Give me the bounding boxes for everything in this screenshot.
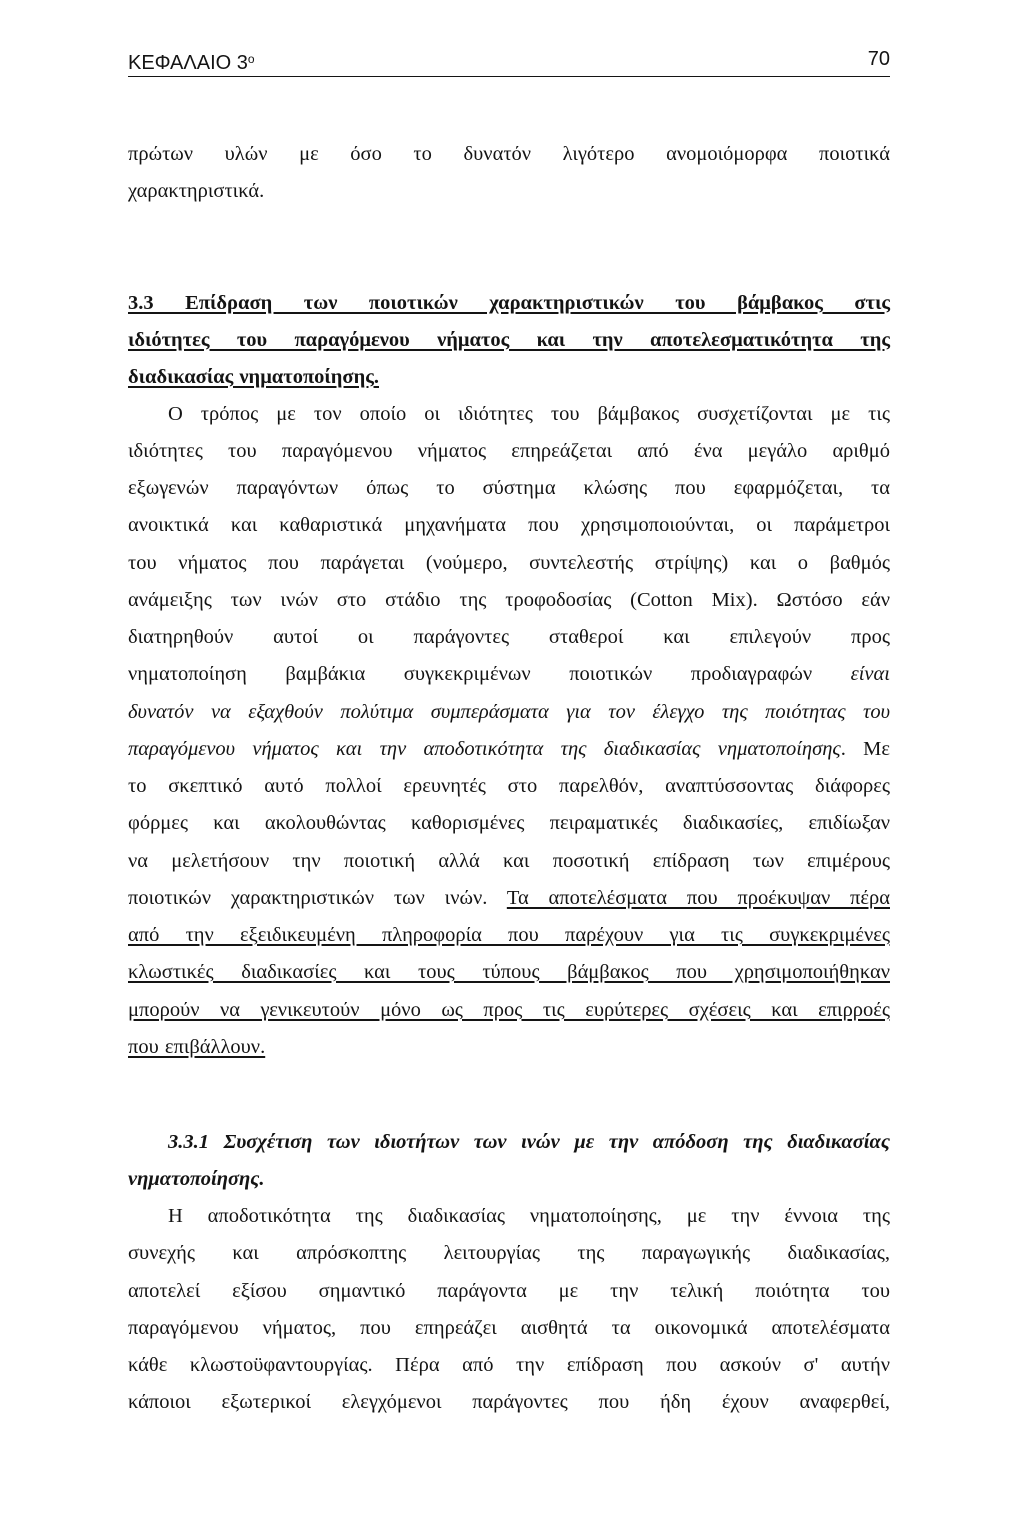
text-line: Η αποδοτικότητα της διαδικασίας νηματοποίησης, με την έννοια της [168,1205,890,1227]
text-line: κάποιοι εξωτερικοί ελεγχόμενοι παράγοντες που ήδη έχουν αναφερθεί, [128,1391,890,1413]
text-line: εξωγενών παραγόντων όπως το σύστημα κλώσης που εφαρμόζεται, τα [128,477,890,499]
text-line: του νήματος που παράγεται (νούμερο, συντελεστής στρίψης) και ο βαθμός [128,552,890,574]
text-line: παραγόμενου νήματος και την αποδοτικότητα της διαδικασίας νηματοποίησης. Με [128,738,890,760]
text-line: ανοικτικά και καθαριστικά μηχανήματα που χρησιμοποιούνται, οι παράμετροι [128,514,890,536]
text-line: δυνατόν να εξαχθούν πολύτιμα συμπεράσματα για τον έλεγχο της ποιότητας του [128,701,890,723]
text-line: διατηρηθούν αυτοί οι παράγοντες σταθεροί και επιλεγούν προς [128,626,890,648]
section-heading: ιδιότητες του παραγόμενου νήματος και την αποτελεσματικότητα της [128,329,890,351]
section-heading: 3.3 Επίδραση των ποιοτικών χαρακτηριστικών του βάμβακος στις [128,292,890,314]
running-header [128,46,890,77]
text-line: πρώτων υλών με όσο το δυνατόν λιγότερο ανομοιόμορφα ποιοτικά [128,143,890,165]
text-line: το σκεπτικό αυτό πολλοί ερευνητές στο παρελθόν, αναπτύσσοντας διάφορες [128,775,890,797]
subsection-heading: νηματοποίησης. [128,1168,265,1190]
section-heading: διαδικασίας νηματοποίησης. [128,366,379,388]
text-line: ποιοτικών χαρακτηριστικών των ινών. Τα αποτελέσματα που προέκυψαν πέρα [128,887,890,909]
text-line: κλωστικές διαδικασίες και τους τύπους βάμβακος που χρησιμοποιήθηκαν [128,961,890,983]
text-line: μπορούν να γενικευτούν μόνο ως προς τις ευρύτερες σχέσεις και επιρροές [128,999,890,1021]
text-line: κάθε κλωστοϋφαντουργίας. Πέρα από την επίδραση που ασκούν σ' αυτήν [128,1354,890,1376]
text-line: φόρμες και ακολουθώντας καθορισμένες πειραματικές διαδικασίες, επιδίωξαν [128,812,890,834]
text-line: να μελετήσουν την ποιοτική αλλά και ποσοτική επίδραση των επιμέρους [128,850,890,872]
text-line: χαρακτηριστικά. [128,180,265,202]
page-number: 70 [867,48,890,70]
text-line: από την εξειδικευμένη πληροφορία που παρέχουν για τις συγκεκριμένες [128,924,890,946]
text-line: νηματοποίηση βαμβάκια συγκεκριμένων ποιοτικών προδιαγραφών είναι [128,663,890,685]
text-line: συνεχής και απρόσκοπτης λειτουργίας της παραγωγικής διαδικασίας, [128,1242,890,1264]
text-line: που επιβάλλουν. [128,1036,266,1058]
subsection-heading: 3.3.1 Συσχέτιση των ιδιοτήτων των ινών με την απόδοση της διαδικασίας [168,1131,890,1153]
text-line: ιδιότητες του παραγόμενου νήματος επηρεάζεται από ένα μεγάλο αριθμό [128,440,890,462]
text-line: αποτελεί εξίσου σημαντικό παράγοντα με την τελική ποιότητα του [128,1280,890,1302]
text-line: Ο τρόπος με τον οποίο οι ιδιότητες του βάμβακος συσχετίζονται με τις [168,403,890,425]
text-line: παραγόμενου νήματος, που επηρεάζει αισθητά τα οικονομικά αποτελέσματα [128,1317,890,1339]
chapter-label: ΚΕΦΑΛΑΙΟ $3^o$ [128,52,255,74]
text-line: ανάμειξης των ινών στο στάδιο της τροφοδοσίας (Cotton Mix). Ωστόσο εάν [128,589,890,611]
